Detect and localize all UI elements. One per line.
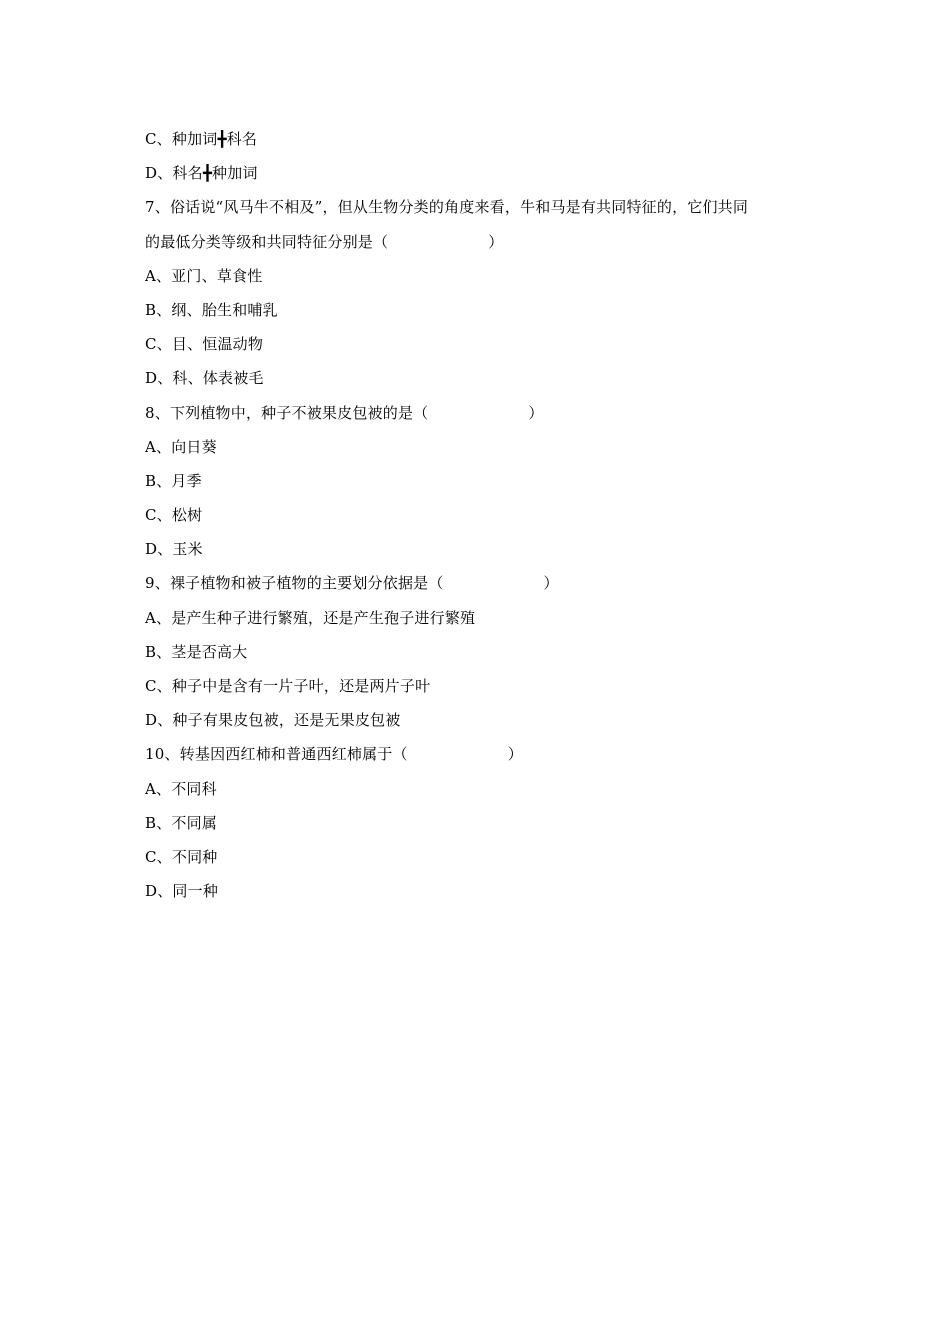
question-8-stem-text: 8、下列植物中，种子不被果皮包被的是（ bbox=[145, 403, 429, 422]
option-q10-d: D、同一种 bbox=[145, 882, 219, 901]
option-q9-c: C、种子中是含有一片子叶，还是两片子叶 bbox=[145, 677, 431, 695]
option-q7-c: C、目、恒温动物 bbox=[145, 335, 264, 354]
option-q8-c: C、松树 bbox=[145, 506, 203, 525]
question-10-stem bbox=[145, 737, 815, 771]
question-9-stem-text: 9、裸子植物和被子植物的主要划分依据是（ bbox=[145, 574, 444, 593]
option-q8-d: D、玉米 bbox=[145, 540, 203, 559]
option-q6-c: C、种加词╋科名 bbox=[145, 130, 258, 148]
question-9-stem-close: ） bbox=[543, 574, 559, 593]
option-q9-d: D、种子有果皮包被，还是无果皮包被 bbox=[145, 711, 401, 730]
option-q7-d: D、科、体表被毛 bbox=[145, 369, 264, 388]
option-q9-a: A、是产生种子进行繁殖，还是产生孢子进行繁殖 bbox=[145, 608, 476, 627]
option-q7-a: A、亚门、草食性 bbox=[145, 266, 263, 285]
question-7-stem-close: ） bbox=[488, 232, 504, 251]
question-10-stem-close: ） bbox=[507, 745, 523, 764]
option-q6-d: D、科名╋种加词 bbox=[145, 164, 258, 183]
question-9-stem bbox=[145, 566, 815, 600]
question-10-stem-text: 10、转基因西红柿和普通西红柿属于（ bbox=[145, 745, 408, 764]
question-7-stem-line2 bbox=[145, 225, 815, 259]
option-q7-b: B、纲、胎生和哺乳 bbox=[145, 300, 278, 319]
option-q10-a: A、不同科 bbox=[145, 779, 217, 798]
option-q10-c: C、不同种 bbox=[145, 847, 218, 866]
option-q8-b: B、月季 bbox=[145, 471, 202, 490]
question-8-stem-close: ） bbox=[528, 403, 544, 422]
question-7-stem-line1: 7、俗话说“风马牛不相及”，但从生物分类的角度来看，牛和马是有共同特征的，它们共同 bbox=[145, 198, 749, 217]
question-7-stem-text: 的最低分类等级和共同特征分别是（ bbox=[145, 232, 389, 251]
option-q8-a: A、向日葵 bbox=[145, 437, 217, 456]
option-q9-b: B、茎是否高大 bbox=[145, 642, 248, 661]
option-q10-b: B、不同属 bbox=[145, 813, 218, 832]
question-list bbox=[145, 122, 815, 908]
question-8-stem bbox=[145, 396, 815, 430]
